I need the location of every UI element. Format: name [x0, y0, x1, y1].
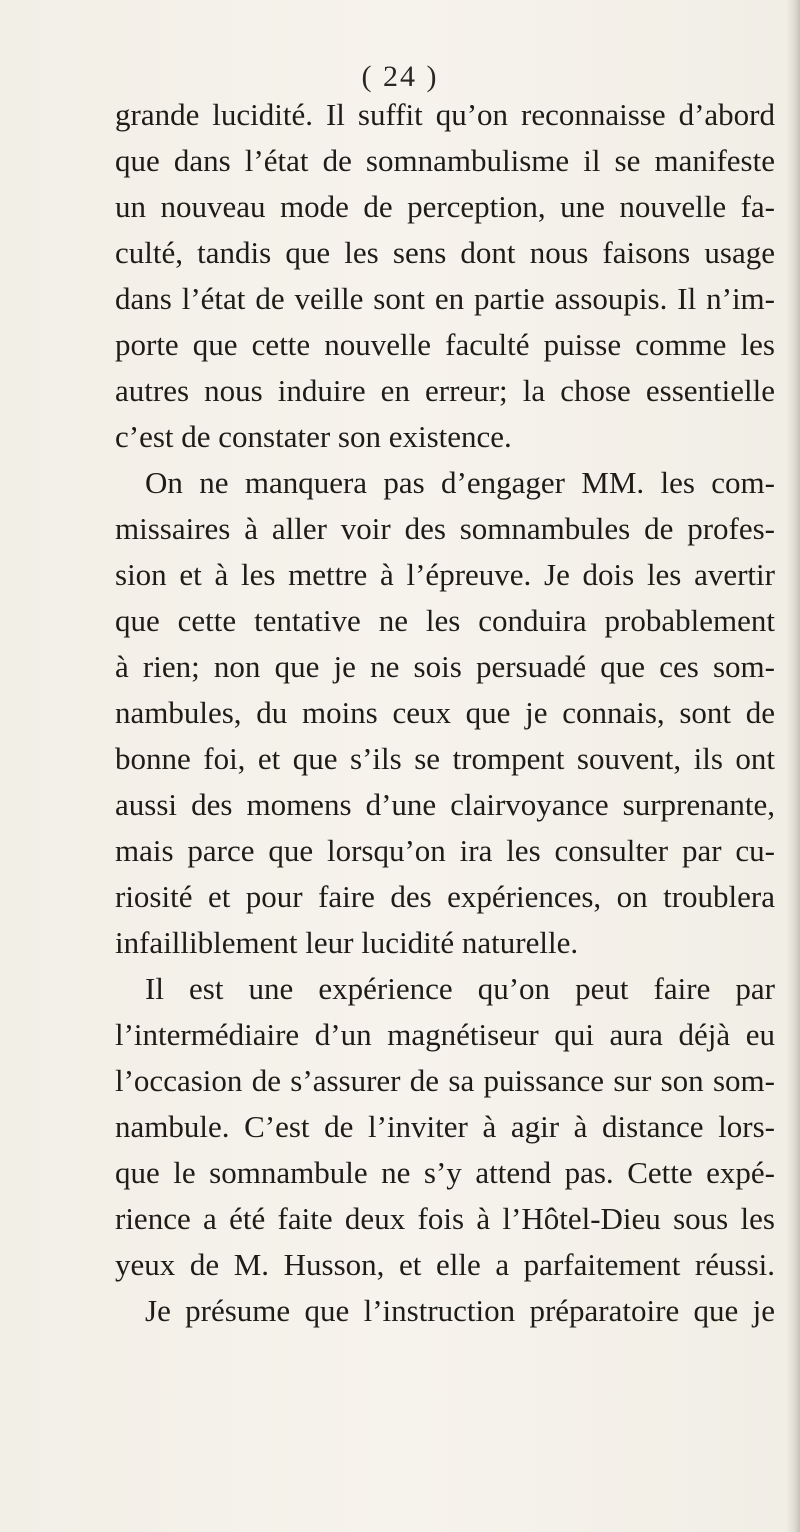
text-line: infailliblement leur lucidité naturelle. [115, 925, 579, 960]
text-line: autres nous induire en erreur; la chose essentielle [115, 373, 775, 408]
text-line: sion et à les mettre à l’épreuve. Je dois les avertir [115, 557, 775, 592]
text-line: On ne manquera pas d’engager MM. les com- [145, 465, 775, 500]
text-line: dans l’état de veille sont en partie assoupis. Il n’im- [115, 281, 775, 316]
text-line: aussi des momens d’une clairvoyance surprenante, [115, 787, 775, 822]
text-line: nambules, du moins ceux que je connais, sont de [115, 695, 775, 730]
text-line: riosité et pour faire des expériences, on troublera [115, 879, 775, 914]
text-line: l’intermédiaire d’un magnétiseur qui aura déjà eu [115, 1017, 775, 1052]
text-line: culté, tandis que les sens dont nous faisons usage [115, 235, 775, 270]
text-line: Il est une expérience qu’on peut faire par [145, 971, 775, 1006]
text-line: l’occasion de s’assurer de sa puissance sur son som- [115, 1063, 775, 1098]
text-line: rience a été faite deux fois à l’Hôtel-Dieu sous les [115, 1201, 775, 1236]
text-line: bonne foi, et que s’ils se trompent souvent, ils ont [115, 741, 775, 776]
text-line: porte que cette nouvelle faculté puisse comme les [115, 327, 775, 362]
text-line: c’est de constater son existence. [115, 419, 512, 454]
page-number: ( 24 ) [361, 60, 439, 93]
text-line: Je présume que l’instruction préparatoire que je [145, 1293, 775, 1328]
text-line: que cette tentative ne les conduira probablement [115, 603, 775, 638]
text-line: nambule. C’est de l’inviter à agir à distance lors- [115, 1109, 775, 1144]
body-text [115, 92, 775, 1334]
text-line: yeux de M. Husson, et elle a parfaitement réussi. [115, 1247, 775, 1282]
page-edge-shadow [786, 0, 800, 1532]
text-line: que dans l’état de somnambulisme il se manifeste [115, 143, 775, 178]
text-line: grande lucidité. Il suffit qu’on reconnaisse d’abord [115, 97, 775, 132]
text-line: un nouveau mode de perception, une nouvelle fa- [115, 189, 775, 224]
text-line: mais parce que lorsqu’on ira les consulter par cu- [115, 833, 775, 868]
text-line: missaires à aller voir des somnambules de profes- [115, 511, 775, 546]
text-line: à rien; non que je ne sois persuadé que ces som- [115, 649, 775, 684]
text-line: que le somnambule ne s’y attend pas. Cette expé- [115, 1155, 775, 1190]
